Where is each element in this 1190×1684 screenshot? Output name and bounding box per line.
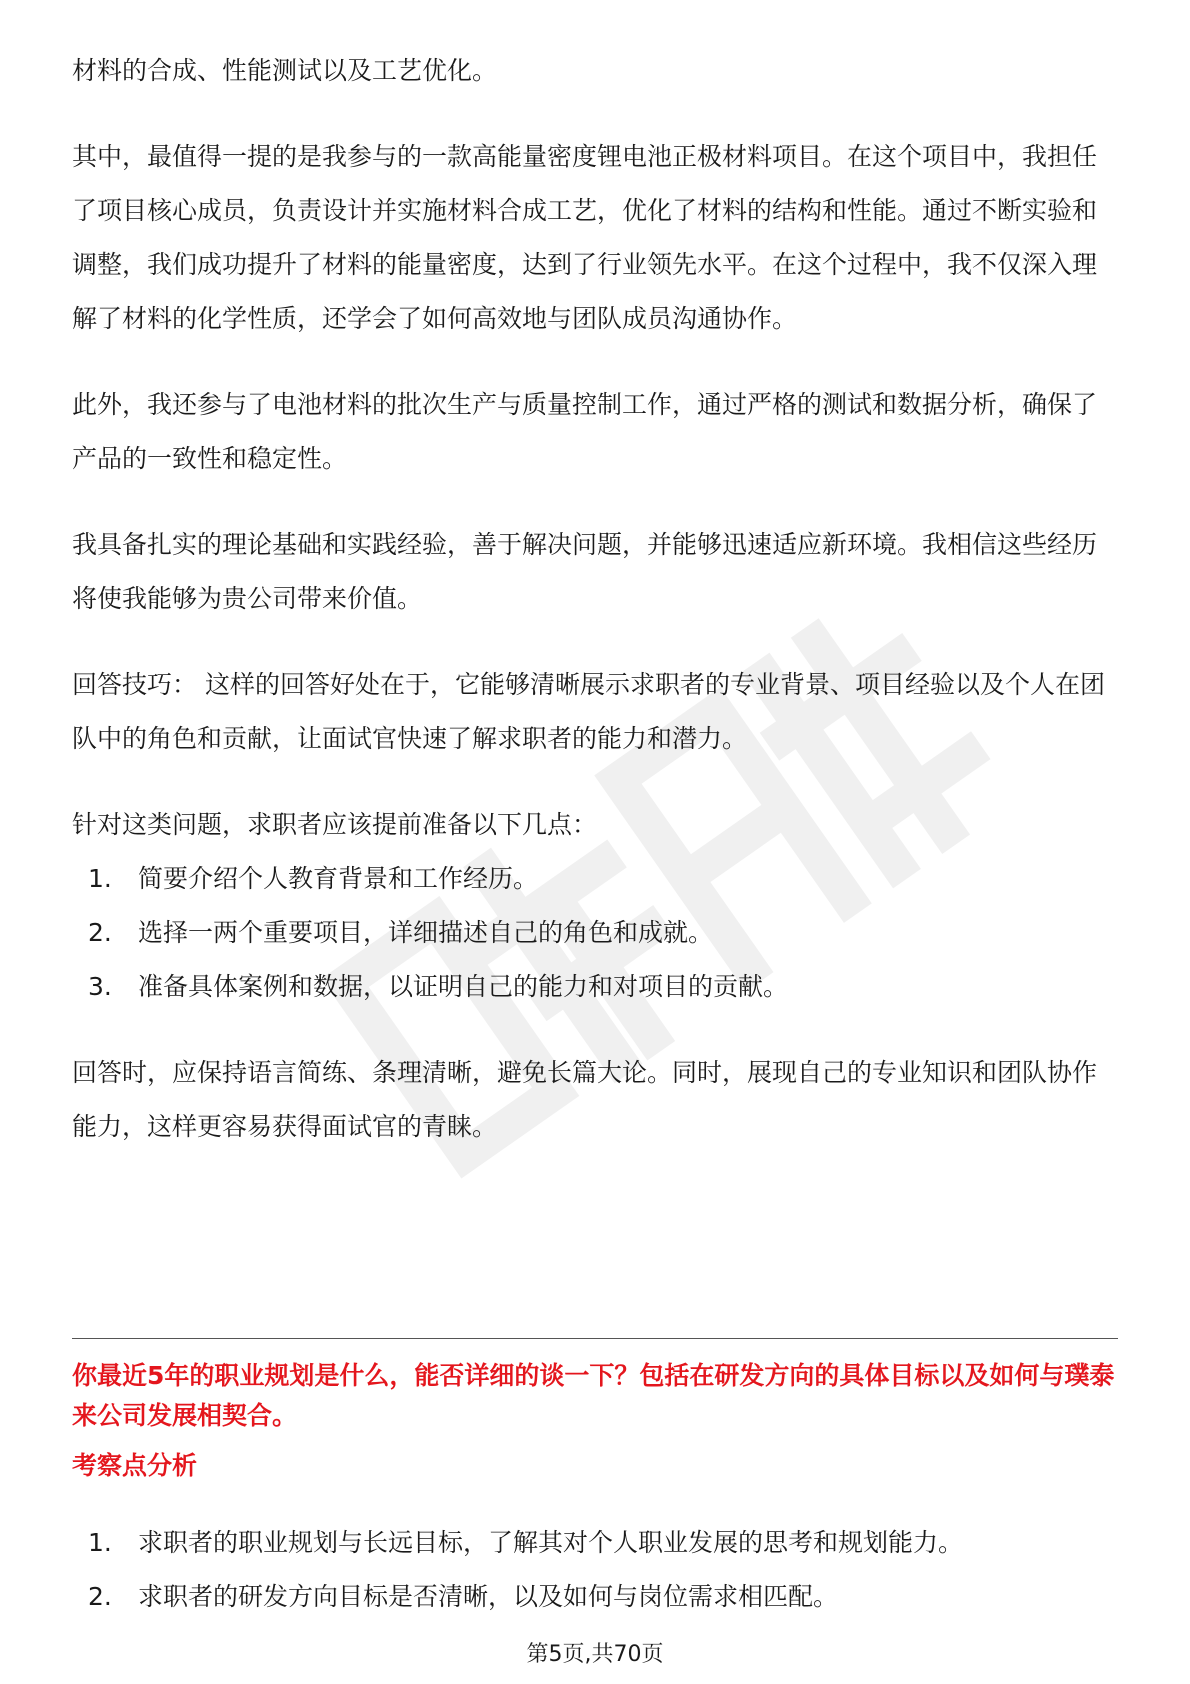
list-item-number: 2. (88, 918, 112, 947)
list-item-number: 2. (88, 1582, 112, 1611)
main-content (72, 44, 1118, 1154)
list-item (72, 906, 1118, 960)
list-item (72, 1570, 1118, 1624)
list-item-text: 简要介绍个人教育背景和工作经历。 (138, 864, 539, 893)
list-item-text: 求职者的研发方向目标是否清晰，以及如何与岗位需求相匹配。 (138, 1582, 839, 1611)
list-item-number: 1. (88, 864, 112, 893)
paragraph-quality-control: 此外，我还参与了电池材料的批次生产与质量控制工作，通过严格的测试和数据分析，确保了产品的一致性和稳定性。 (72, 390, 1098, 473)
page-number-footer: 第5页,共70页 (526, 1642, 664, 1667)
list-item-text: 准备具体案例和数据，以证明自己的能力和对项目的贡献。 (138, 972, 789, 1001)
paragraph-closing: 回答时，应保持语言简练、条理清晰，避免长篇大论。同时，展现自己的专业知识和团队协作能力，这样更容易获得面试官的青睐。 (72, 1058, 1098, 1141)
paragraph-prep-intro: 针对这类问题，求职者应该提前准备以下几点： (72, 810, 598, 839)
list-item-text: 选择一两个重要项目，详细描述自己的角色和成就。 (138, 918, 714, 947)
analysis-heading: 考察点分析 (72, 1451, 198, 1480)
list-item-number: 3. (88, 972, 112, 1001)
analysis-list (72, 1516, 1118, 1624)
paragraph-project: 其中，最值得一提的是我参与的一款高能量密度锂电池正极材料项目。在这个项目中，我担任了项目核心成员，负责设计并实施材料合成工艺，优化了材料的结构和性能。通过不断实验和调整，我们成功提升了材料的能量密度，达到了行业领先水平。在这个过程中，我不仅深入理解了材料的化学性质，还学会了如何高效地与团队成员沟通协作。 (72, 142, 1098, 333)
paragraph-answer-tips: 回答技巧： 这样的回答好处在于，它能够清晰展示求职者的专业背景、项目经验以及个人在团队中的角色和贡献，让面试官快速了解求职者的能力和潜力。 (72, 670, 1105, 753)
paragraph-intro-continuation: 材料的合成、性能测试以及工艺优化。 (72, 56, 498, 85)
list-item (72, 1516, 1118, 1570)
list-item (72, 960, 1118, 1014)
prep-list (72, 852, 1118, 1014)
paragraph-summary: 我具备扎实的理论基础和实践经验，善于解决问题，并能够迅速适应新环境。我相信这些经历将使我能够为贵公司带来价值。 (72, 530, 1098, 613)
list-item-number: 1. (88, 1528, 112, 1557)
list-item (72, 852, 1118, 906)
section-divider (72, 1338, 1118, 1339)
analysis-section (72, 1516, 1118, 1624)
list-item-text: 求职者的职业规划与长远目标，了解其对个人职业发展的思考和规划能力。 (138, 1528, 964, 1557)
interview-question: 你最近5年的职业规划是什么，能否详细的谈一下？包括在研发方向的具体目标以及如何与璞泰来公司发展相契合。 (72, 1361, 1115, 1430)
